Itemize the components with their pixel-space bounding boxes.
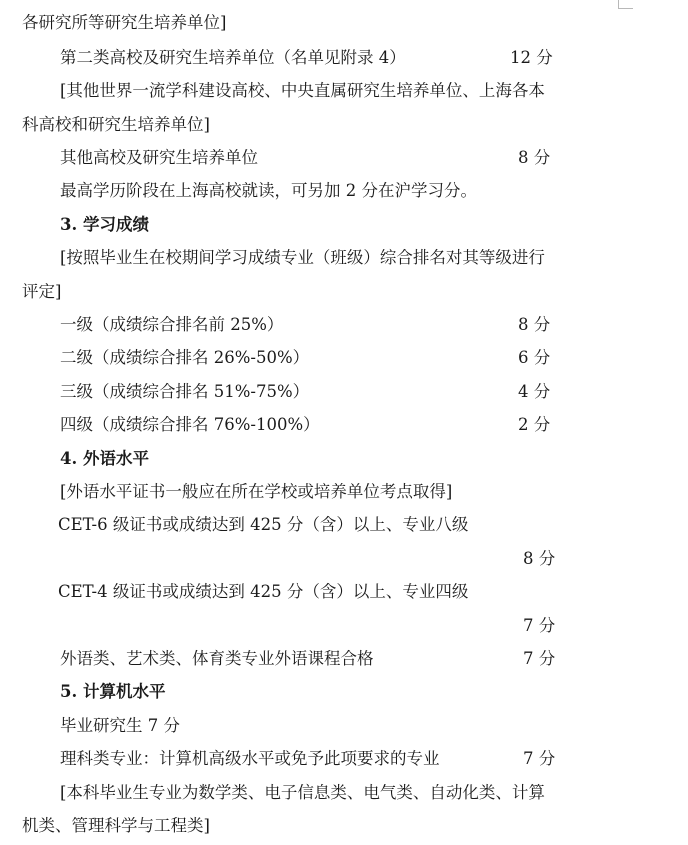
section-heading: 3. 学习成绩 xyxy=(60,215,149,234)
category-line: 其他高校及研究生培养单位 xyxy=(60,148,258,167)
bracket-note-continued: 评定] xyxy=(22,282,62,301)
section-heading: 5. 计算机水平 xyxy=(60,682,166,701)
score-value: 7 分 xyxy=(523,749,556,768)
score-value: 2 分 xyxy=(518,415,551,434)
bracket-note: [外语水平证书一般应在所在学校或培养单位考点取得] xyxy=(60,482,453,501)
score-value: 7 分 xyxy=(523,649,556,668)
bracket-note: [按照毕业生在校期间学习成绩专业（班级）综合排名对其等级进行 xyxy=(60,248,545,267)
grade-line: 三级（成绩综合排名 51%-75%） xyxy=(60,382,310,401)
bracket-note-continued: 机类、管理科学与工程类] xyxy=(22,816,210,835)
page-corner-mark xyxy=(618,0,633,9)
score-value: 6 分 xyxy=(518,348,551,367)
score-value: 8 分 xyxy=(518,315,551,334)
category-line: 理科类专业：计算机高级水平或免予此项要求的专业 xyxy=(60,749,440,768)
grade-line: 一级（成绩综合排名前 25%） xyxy=(60,315,284,334)
bracket-note-continued: 科高校和研究生培养单位] xyxy=(22,115,210,134)
certificate-line: CET-4 级证书或成绩达到 425 分（含）以上、专业四级 xyxy=(58,582,469,601)
certificate-line: 外语类、艺术类、体育类专业外语课程合格 xyxy=(60,649,374,668)
category-line: 第二类高校及研究生培养单位（名单见附录 4） xyxy=(60,48,406,67)
score-value: 4 分 xyxy=(518,382,551,401)
grade-line: 二级（成绩综合排名 26%-50%） xyxy=(60,348,310,367)
score-value: 8 分 xyxy=(518,148,551,167)
certificate-line: CET-6 级证书或成绩达到 425 分（含）以上、专业八级 xyxy=(58,515,469,534)
score-value: 12 分 xyxy=(510,48,553,67)
category-line: 毕业研究生 7 分 xyxy=(60,716,180,735)
paragraph-line: 各研究所等研究生培养单位] xyxy=(22,13,227,32)
score-value: 8 分 xyxy=(523,549,556,568)
score-value: 7 分 xyxy=(523,616,556,635)
bracket-note: [其他世界一流学科建设高校、中央直属研究生培养单位、上海各本 xyxy=(60,81,545,100)
section-heading: 4. 外语水平 xyxy=(60,449,149,468)
grade-line: 四级（成绩综合排名 76%-100%） xyxy=(60,415,320,434)
bracket-note: [本科毕业生专业为数学类、电子信息类、电气类、自动化类、计算 xyxy=(60,783,545,802)
paragraph-line: 最高学历阶段在上海高校就读，可另加 2 分在沪学习分。 xyxy=(60,181,477,200)
